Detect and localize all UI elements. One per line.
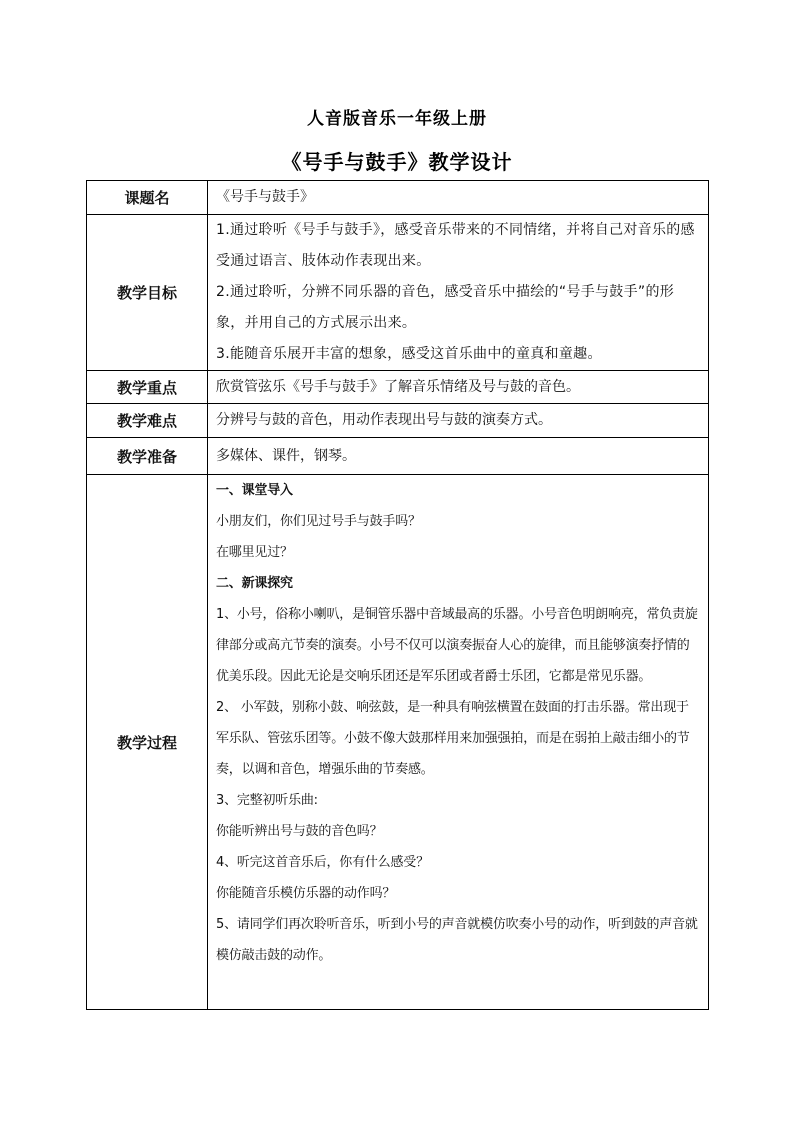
key-points-value bbox=[208, 371, 709, 404]
process-line: 5、请同学们再次聆听音乐，听到小号的声音就模仿吹奏小号的动作，听到鼓的声音就模仿敲击鼓的动作。 bbox=[216, 917, 698, 963]
goals-value bbox=[208, 215, 709, 371]
difficulties-value bbox=[208, 404, 709, 438]
preparation-text: 多媒体、课件，钢琴。 bbox=[216, 447, 356, 464]
process-line: 2、 小军鼓，别称小鼓、响弦鼓，是一种具有响弦横置在鼓面的打击乐器。常出现于军乐队、管弦乐团等。小鼓不像大鼓那样用来加强强拍，而是在弱拍上敲击细小的节奏，以调和音色，增强乐曲的节奏感。 bbox=[216, 700, 690, 777]
topic-value bbox=[208, 181, 709, 215]
process-line: 3、完整初听乐曲: bbox=[216, 793, 318, 808]
process-line: 你能随音乐模仿乐器的动作吗？ bbox=[216, 886, 396, 901]
topic-label: 课题名 bbox=[87, 181, 208, 215]
difficulties-label: 教学难点 bbox=[87, 404, 208, 438]
goal-item: 1.通过聆听《号手与鼓手》，感受音乐带来的不同情绪，并将自己对音乐的感受通过语言、肢体动作表现出来。 bbox=[216, 222, 695, 269]
table-row-goals bbox=[87, 215, 709, 371]
table-row-difficulties bbox=[87, 404, 709, 438]
goal-item: 3.能随音乐展开丰富的想象，感受这首乐曲中的童真和童趣。 bbox=[216, 346, 602, 362]
process-line: 1、小号，俗称小喇叭，是铜管乐器中音域最高的乐器。小号音色明朗响亮，常负责旋律部分或高亢节奏的演奏。小号不仅可以演奏振奋人心的旋律，而且能够演奏抒情的优美乐段。因此无论是交响乐团还是军乐团或者爵士乐团，它都是常见乐器。 bbox=[216, 607, 698, 684]
section-heading: 一、课堂导入 bbox=[216, 483, 293, 498]
topic-text: 《号手与鼓手》 bbox=[216, 189, 314, 205]
process-line: 你能听辨出号与鼓的音色吗？ bbox=[216, 824, 383, 839]
lesson-plan-table bbox=[86, 180, 709, 1010]
table-row-key-points bbox=[87, 371, 709, 404]
document-subtitle: 人音版音乐一年级上册 bbox=[307, 109, 487, 129]
table-row-topic bbox=[87, 181, 709, 215]
process-label: 教学过程 bbox=[87, 475, 208, 1010]
goal-item: 2.通过聆听，分辨不同乐器的音色，感受音乐中描绘的“号手与鼓手”的形象，并用自己的方式展示出来。 bbox=[216, 284, 675, 331]
document-title: 《号手与鼓手》教学设计 bbox=[281, 150, 513, 174]
table-row-process bbox=[87, 475, 709, 1010]
goals-label: 教学目标 bbox=[87, 215, 208, 371]
key-points-text: 欣赏管弦乐《号手与鼓手》了解音乐情绪及号与鼓的音色。 bbox=[216, 378, 580, 395]
table-row-preparation bbox=[87, 438, 709, 475]
preparation-value bbox=[208, 438, 709, 475]
process-line: 4、听完这首音乐后，你有什么感受？ bbox=[216, 855, 429, 870]
section-heading: 二、新课探究 bbox=[216, 576, 293, 591]
preparation-label: 教学准备 bbox=[87, 438, 208, 475]
process-value bbox=[208, 475, 709, 1010]
process-line: 在哪里见过？ bbox=[216, 545, 293, 560]
process-line: 小朋友们，你们见过号手与鼓手吗？ bbox=[216, 514, 421, 529]
difficulties-text: 分辨号与鼓的音色，用动作表现出号与鼓的演奏方式。 bbox=[216, 412, 552, 428]
key-points-label: 教学重点 bbox=[87, 371, 208, 404]
